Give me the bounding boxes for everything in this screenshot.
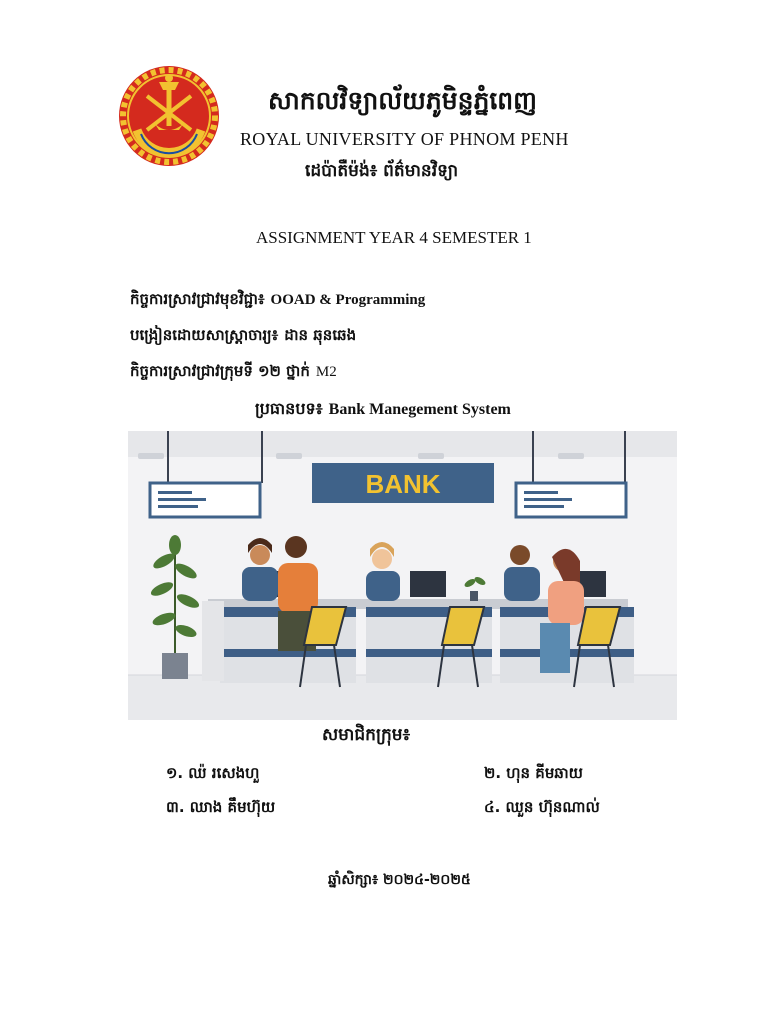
- member-2: ២. ហុន គីមឆាយ: [484, 764, 583, 782]
- lecturer-value: ដាន ឆុនឆេង: [284, 326, 357, 344]
- university-name-english: ROYAL UNIVERSITY OF PHNOM PENH: [240, 129, 569, 149]
- subject-row: [130, 290, 425, 312]
- bank-illustration: [128, 431, 677, 720]
- member-4: ៤. ឈួន ហ៊ុនណាល់: [484, 798, 600, 816]
- university-logo: [113, 64, 225, 168]
- lecturer-label: បង្រៀនដោយសាស្ត្រាចារ្យ៖: [130, 326, 279, 344]
- subject-value: OOAD & Programming: [270, 292, 426, 308]
- academic-year: ឆ្នាំសិក្សា៖ ២០២៤-២០២៥: [328, 872, 471, 888]
- topic-value: Bank Manegement System: [328, 401, 511, 418]
- department-label: ដេប៉ាតឺម៉ង់៖ ព័ត៌មានវិទ្យា: [305, 161, 459, 181]
- group-label: កិច្ចការស្រាវជ្រាវក្រុមទី ១២ ថ្នាក់: [130, 362, 310, 380]
- topic-label: ប្រធានបទ៖: [255, 399, 323, 418]
- group-row: [130, 362, 337, 384]
- member-3: ៣. ឈាង គឹមហ៊ុយ: [166, 798, 276, 816]
- bank-sign-text: BANK: [365, 469, 441, 499]
- subject-label: កិច្ចការស្រាវជ្រាវមុខវិជ្ជា៖: [130, 290, 265, 308]
- topic-row: [255, 398, 511, 422]
- lecturer-row: [130, 326, 356, 348]
- group-value: M2: [315, 364, 337, 380]
- university-name-khmer: សាកលវិទ្យាល័យភូមិន្ទភ្នំពេញ: [268, 86, 537, 115]
- assignment-title: ASSIGNMENT YEAR 4 SEMESTER 1: [256, 228, 532, 247]
- members-heading: សមាជិកក្រុម៖: [322, 725, 411, 745]
- member-1: ១. ឈ៉ រសេងហួ: [166, 764, 260, 782]
